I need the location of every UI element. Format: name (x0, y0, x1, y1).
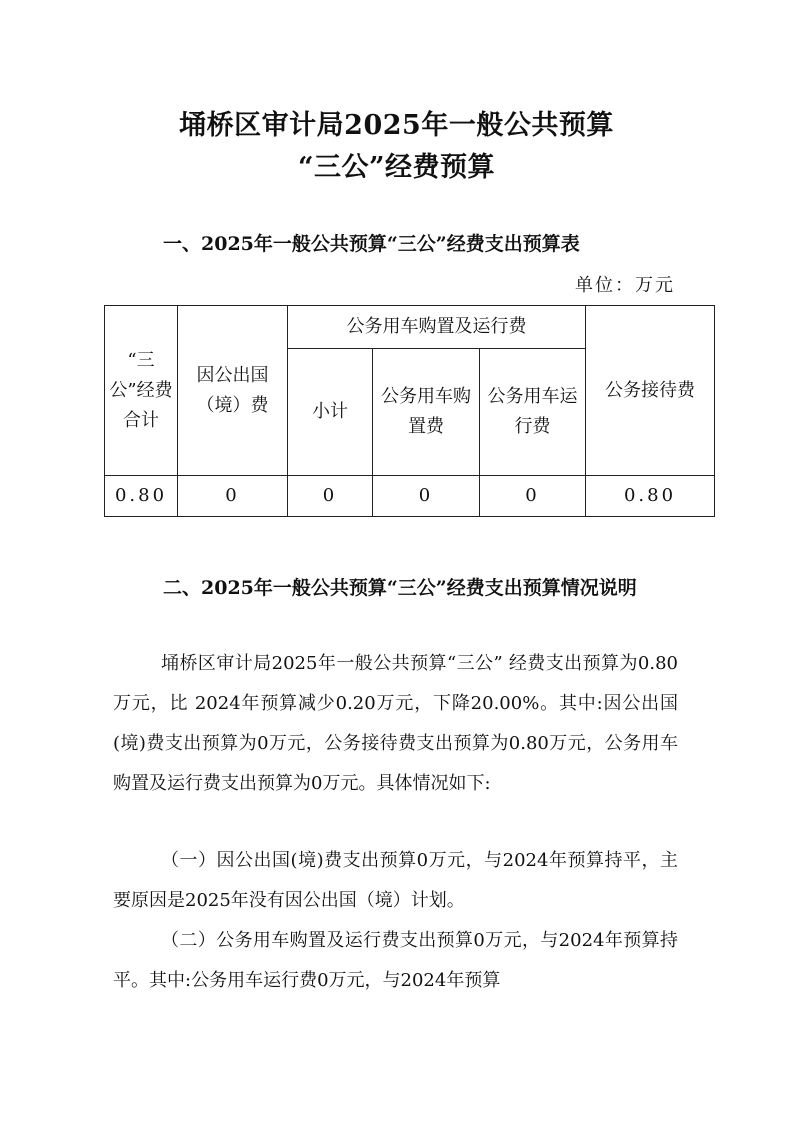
table-header-row (105, 306, 715, 349)
document-title-line-1: 埇桥区审计局2025年一般公共预算 (179, 110, 614, 141)
unit-label: 单位：万元 (575, 275, 675, 296)
cell-purchase: 0 (373, 476, 480, 517)
document-title-line-2: “三公”经费预算 (297, 152, 496, 183)
cell-operation: 0 (480, 476, 586, 517)
header-vehicle-group: 公务用车购置及运行费 (288, 306, 586, 349)
section-2-heading: 二、2025年一般公共预算“三公”经费支出预算情况说明 (163, 577, 637, 599)
paragraph-summary: 埇桥区审计局2025年一般公共预算“三公” 经费支出预算为0.80万元，比 2024年预算减少0.20万元，下降20.00%。其中:因公出国(境)费支出预算为0万元，公务接待费支出预算为0.80万元，公务用车购置及运行费支出预算为0万元。具体情况如下: (113, 653, 678, 794)
cell-subtotal: 0 (288, 476, 373, 517)
table-row (105, 476, 715, 517)
section-1-heading: 一、2025年一般公共预算“三公”经费支出预算表 (163, 233, 580, 255)
cell-abroad: 0 (178, 476, 288, 517)
header-reception: 公务接待费 (586, 306, 715, 476)
header-purchase: 公务用车购置费 (373, 349, 480, 476)
paragraph-abroad: （一）因公出国(境)费支出预算0万元，与2024年预算持平，主要原因是2025年没有因公出国（境）计划。 (113, 850, 678, 911)
cell-total: 0.80 (105, 476, 178, 517)
header-abroad: 因公出国（境）费 (178, 306, 288, 476)
cell-reception: 0.80 (586, 476, 715, 517)
paragraph-vehicle: （二）公务用车购置及运行费支出预算0万元，与2024年预算持平。其中:公务用车运行费0万元，与2024年预算 (113, 930, 678, 991)
header-total: “三公”经费合计 (105, 306, 178, 476)
header-operation: 公务用车运行费 (480, 349, 586, 476)
header-subtotal: 小计 (288, 349, 373, 476)
budget-table (104, 305, 715, 517)
